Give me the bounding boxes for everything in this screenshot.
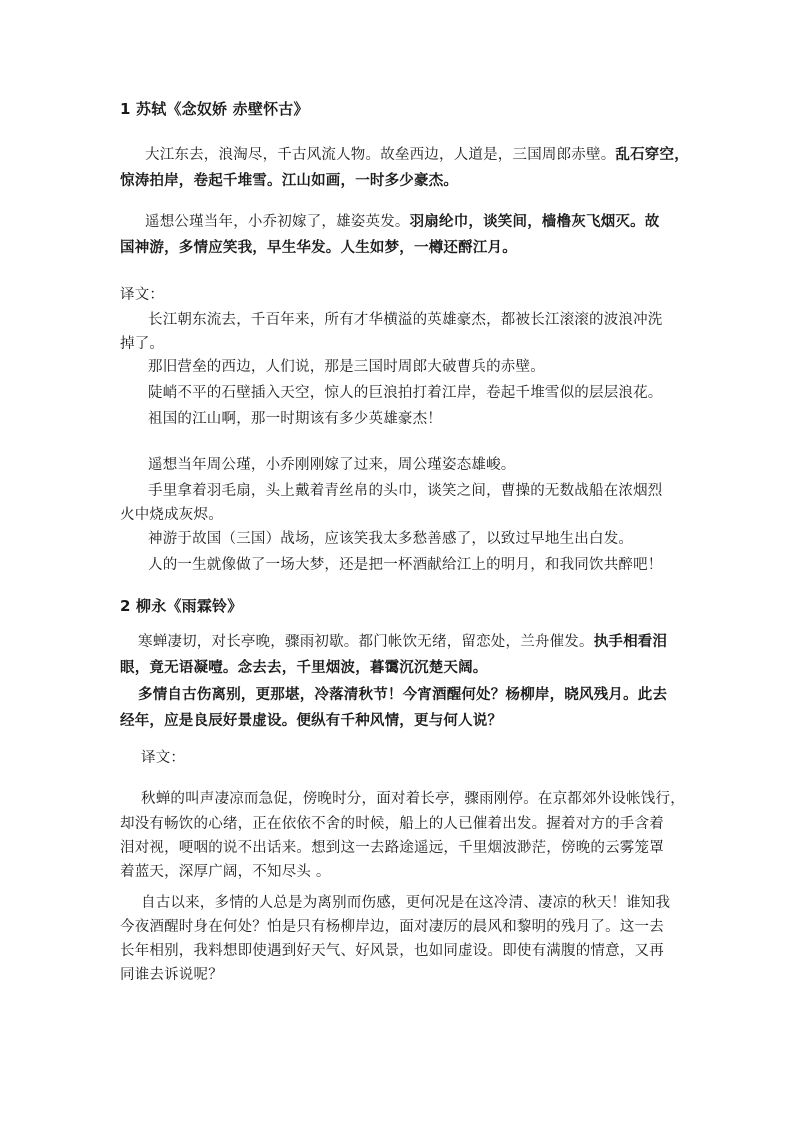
translation-line: 那旧营垒的西边，人们说，那是三国时周郎大破曹兵的赤壁。 [148,359,545,375]
poem1-para1-line2: 惊涛拍岸，卷起千堆雪。江山如画，一时多少豪杰。 [120,173,459,189]
section-heading-2: 2 柳永《雨霖铃》 [120,597,243,615]
translation-line: 手里拿着羽毛扇，头上戴着青丝帛的头巾，谈笑之间，曹操的无数战船在浓烟烈 [148,483,663,499]
translation-line: 着蓝天，深厚广阔，不知尽头 。 [120,864,331,880]
translation-line: 长江朝东流去，千百年来，所有才华横溢的英雄豪杰，都被长江滚滚的波浪冲洗 [148,312,663,328]
translation-line: 泪对视，哽咽的说不出话来。想到这一去路途遥远，千里烟波渺茫，傍晚的云雾笼罩 [120,840,664,856]
poem1-para2-line1 [145,212,660,232]
poem1-para2-line2: 国神游，多情应笑我，早生华发。人生如梦，一樽还酹江月。 [120,240,517,256]
poem-text-bold: 执手相看泪 [593,634,668,650]
translation-line: 人的一生就像做了一场大梦，还是把一杯酒献给江上的明月，和我同饮共醉吧！ [148,557,663,573]
poem2-para2-line2: 经年，应是良辰好景虚设。便纵有千种风情，更与何人说？ [120,713,503,729]
translation-line: 火中烧成灰烬。 [120,507,223,523]
translation-line: 今夜酒醒时身在何处？怕是只有杨柳岸边，面对凄厉的晨风和黎明的残月了。这一去 [120,919,664,935]
translation-line: 自古以来，多情的人总是为离别而伤感，更何况是在这冷清、凄凉的秋天！谁知我 [141,895,671,911]
poem-text: 遥想公瑾当年，小乔初嫁了，雄姿英发。 [145,214,410,230]
poem-text: 大江东去，浪淘尽，千古风流人物。故垒西边，人道是，三国周郎赤壁。 [145,147,616,163]
translation-line: 长年相别，我料想即使遇到好天气、好风景，也如同虚设。即使有满腹的情意，又再 [120,943,664,959]
poem2-para1-line2: 眼，竟无语凝噎。念去去，千里烟波，暮霭沉沉楚天阔。 [120,660,488,676]
poem-text-bold: 乱石穿空， [615,147,689,163]
poem1-para1-line1 [145,145,689,165]
translation-label-2: 译文： [141,750,186,766]
translation-line: 掉了。 [120,336,165,352]
poem-text: 寒蝉凄切，对长亭晚，骤雨初歇。都门帐饮无绪，留恋处，兰舟催发。 [138,634,594,650]
translation-line: 秋蝉的叫声凄凉而急促，傍晚时分，面对着长亭，骤雨刚停。在京都郊外设帐饯行， [141,791,685,807]
translation-line: 遥想当年周公瑾，小乔刚刚嫁了过来，周公瑾姿态雄峻。 [148,457,516,473]
poem2-para1-line1 [138,632,667,652]
poem2-para2-line1: 多情自古伤离别，更那堪，冷落清秋节！今宵酒醒何处？杨柳岸，晓风残月。此去 [138,687,668,703]
translation-line: 神游于故国（三国）战场，应该笑我太多愁善感了，以致过早地生出白发。 [148,531,634,547]
section-heading-1: 1 苏轼《念奴娇 赤壁怀古》 [120,100,309,118]
translation-line: 却没有畅饮的心绪，正在依依不舍的时候，船上的人已催着出发。握着对方的手含着 [120,816,664,832]
translation-label-1: 译文： [120,287,165,303]
translation-line: 祖国的江山啊，那一时期该有多少英雄豪杰！ [148,411,442,427]
poem-text-bold: 羽扇纶巾，谈笑间，樯橹灰飞烟灭。故 [409,214,660,230]
translation-line: 陡峭不平的石壁插入天空，惊人的巨浪拍打着江岸，卷起千堆雪似的层层浪花。 [148,385,663,401]
translation-line: 同谁去诉说呢？ [120,967,223,983]
